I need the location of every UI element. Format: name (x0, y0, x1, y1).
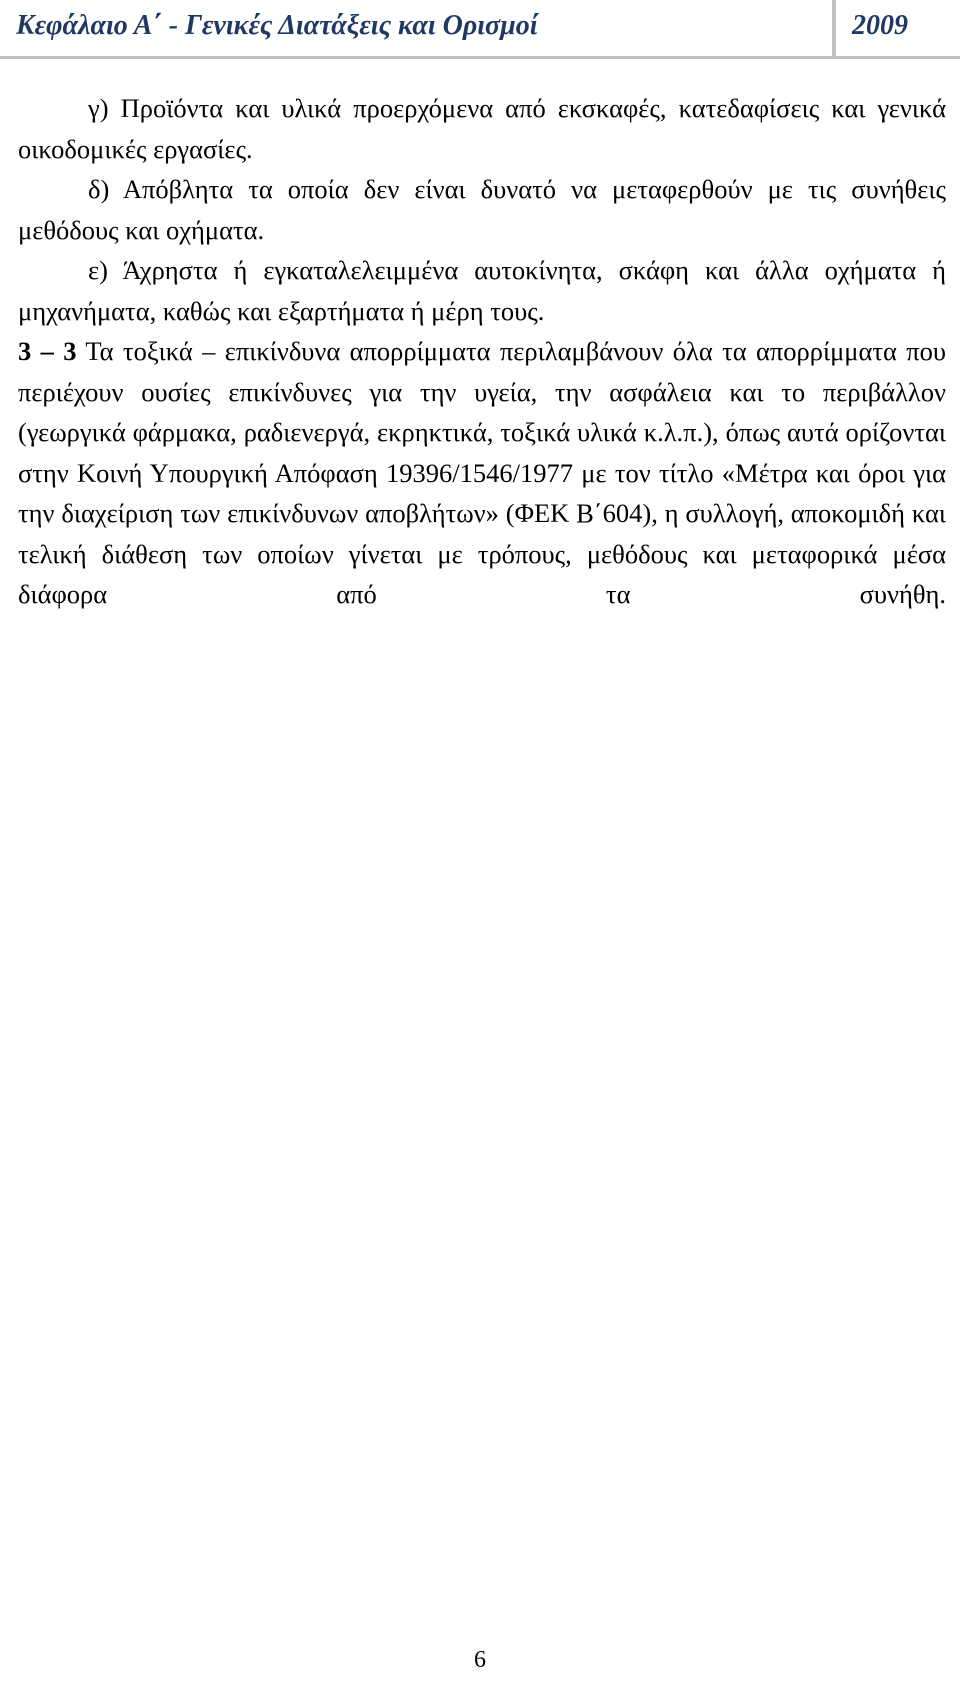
section-number: 3 – 3 (18, 336, 77, 366)
header-divider (832, 0, 836, 56)
paragraph-item-e: ε) Άχρηστα ή εγκαταλελειμμένα αυτοκίνητα, σκάφη και άλλα οχήματα ή μηχανήματα, καθώς και εξαρτήματα ή μέρη τους. (18, 255, 946, 326)
paragraph-item-g: γ) Προϊόντα και υλικά προερχόμενα από εκσκαφές, κατεδαφίσεις και γενικά οικοδομικές εργασίες. (18, 93, 946, 164)
header-rule (0, 56, 960, 59)
paragraph-section-3-3 (18, 331, 946, 615)
header-year: 2009 (852, 10, 908, 41)
chapter-title: Κεφάλαιο Α΄ - Γενικές Διατάξεις και Ορισμοί (16, 10, 538, 41)
document-body (18, 88, 946, 615)
section-text: Τα τοξικά – επικίνδυνα απορρίμματα περιλαμβάνουν όλα τα απορρίμματα που περιέχουν ουσίες επικίνδυνες για την υγεία, την ασφάλεια και το περιβάλλον (γεωργικά φάρμακα, ραδιενεργά, εκρηκτικά, τοξικά υλικά κ.λ.π.), όπως αυτά ορίζονται στην Κοινή Υπουργική Απόφαση 19396/1546/1977 με τον τίτλο «Μέτρα και όροι για την διαχείριση των επικίνδυνων αποβλήτων» (ΦΕΚ Β΄604), η συλλογή, αποκομιδή και τελική διάθεση των οποίων γίνεται με τρόπους, μεθόδους και μεταφορικά μέσα διάφορα από τα συνήθη. (18, 336, 946, 609)
page-header (0, 0, 960, 62)
paragraph-item-d: δ) Απόβλητα τα οποία δεν είναι δυνατό να μεταφερθούν με τις συνήθεις μεθόδους και οχήματα. (18, 174, 946, 245)
page-number: 6 (474, 1647, 486, 1673)
